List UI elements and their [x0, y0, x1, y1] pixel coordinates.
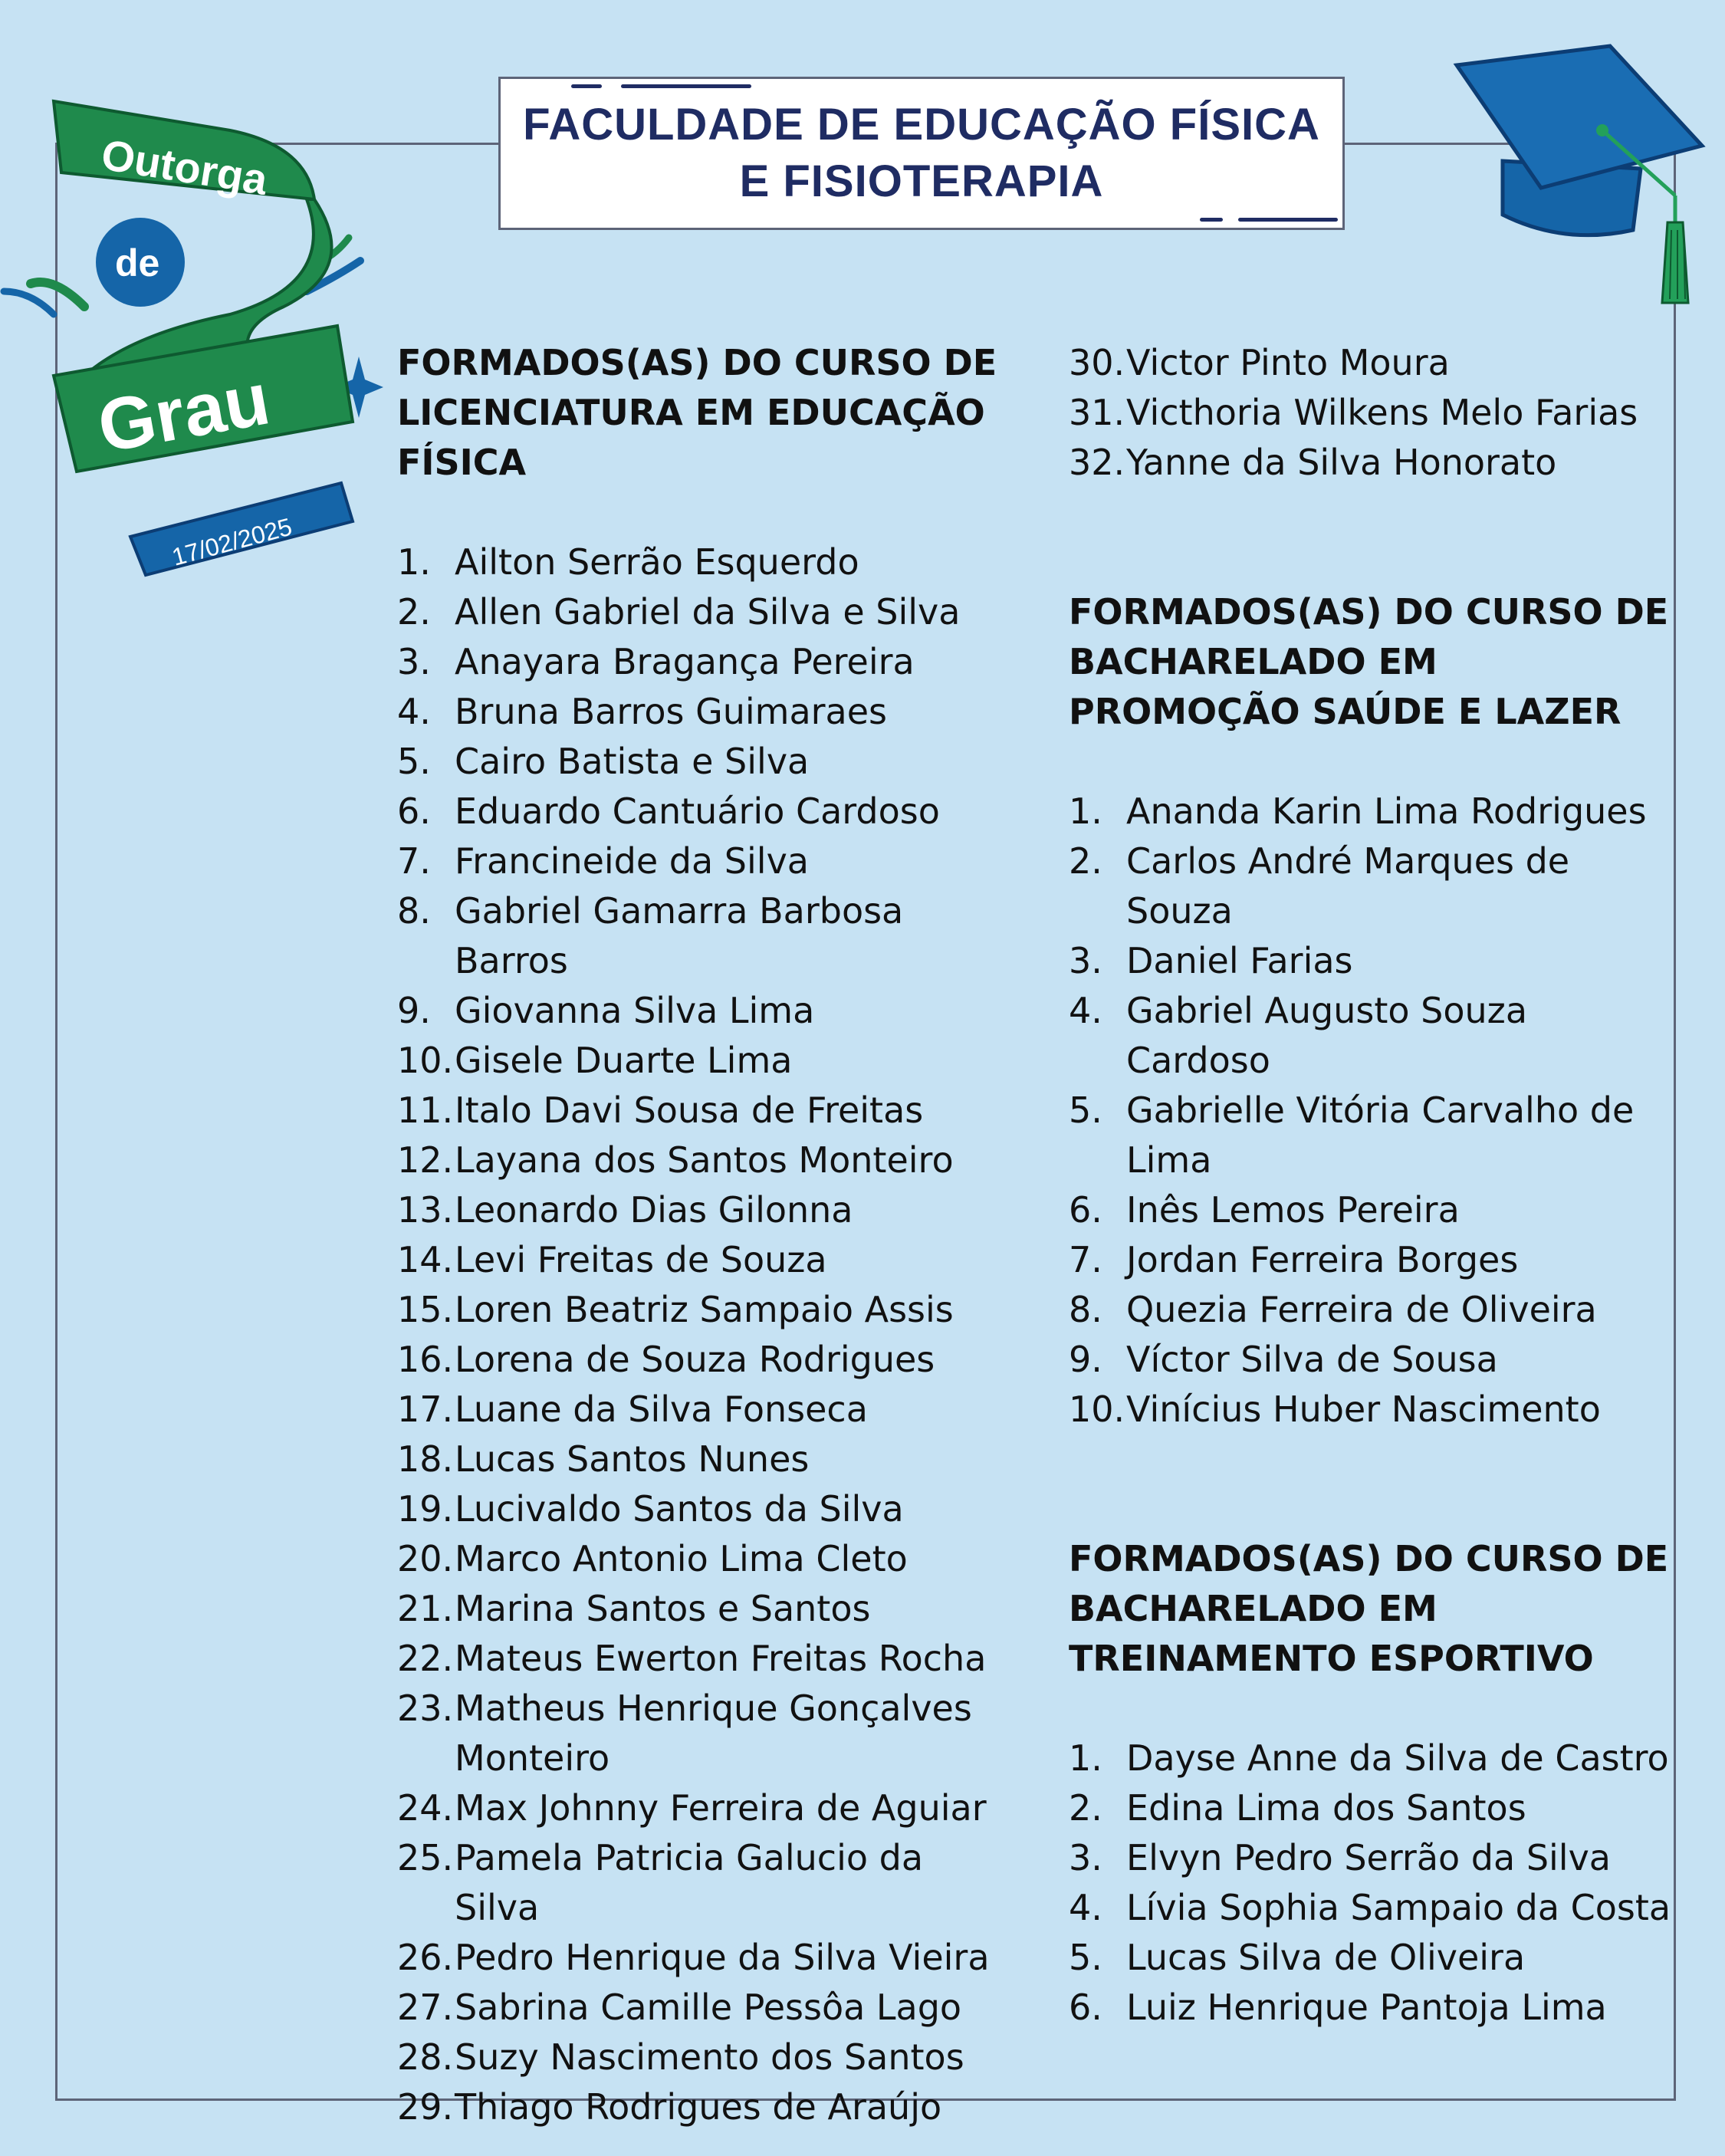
student-name: Loren Beatriz Sampaio Assis — [455, 1289, 954, 1330]
student-name: Italo Davi Sousa de Freitas — [455, 1090, 924, 1131]
student-name: Víctor Silva de Sousa — [1126, 1339, 1498, 1380]
student-list-item — [397, 1086, 1003, 1136]
student-name: Mateus Ewerton Freitas Rocha — [455, 1638, 987, 1679]
faculty-title-line-2: E FISIOTERAPIA — [739, 156, 1104, 206]
section-heading-treinamento: FORMADOS(AS) DO CURSO DE BACHARELADO EM TREINAMENTO ESPORTIVO — [1069, 1538, 1669, 1679]
student-list-item — [397, 2082, 1003, 2132]
student-name: Carlos André Marques de Souza — [1126, 840, 1570, 932]
student-list-item — [397, 1783, 1003, 1833]
student-name: Gabriel Augusto Souza Cardoso — [1126, 990, 1528, 1081]
student-list-licenciatura — [397, 537, 1003, 2132]
student-number: 10. — [1069, 1389, 1125, 1430]
student-number: 12. — [397, 1139, 454, 1181]
student-name: Lucas Silva de Oliveira — [1126, 1937, 1526, 1978]
student-name: Cairo Batista e Silva — [455, 741, 810, 782]
student-number: 32. — [1069, 442, 1125, 483]
student-list-item — [397, 1534, 1003, 1584]
student-number: 19. — [397, 1488, 454, 1530]
student-number: 25. — [397, 1837, 454, 1878]
student-number: 13. — [397, 1189, 454, 1231]
student-list-item — [397, 836, 1003, 886]
student-number: 23. — [397, 1688, 454, 1729]
student-name: Levi Freitas de Souza — [455, 1239, 827, 1280]
student-number: 4. — [397, 691, 431, 732]
student-number: 10. — [397, 1040, 454, 1081]
sparkle-line-icon — [4, 291, 54, 314]
student-number: 16. — [397, 1339, 454, 1380]
student-list-promocao-saude — [1069, 787, 1674, 1435]
student-number: 7. — [397, 840, 431, 882]
graduation-cap-icon — [1441, 38, 1717, 314]
student-number: 27. — [397, 1987, 454, 2028]
badge-grau-text: Grau — [92, 357, 276, 468]
student-name: Luane da Silva Fonseca — [455, 1389, 868, 1430]
student-name: Francineide da Silva — [455, 840, 809, 882]
student-name: Lívia Sophia Sampaio da Costa — [1126, 1887, 1671, 1928]
student-list-item — [397, 1036, 1003, 1086]
student-name: Gabriel Gamarra Barbosa Barros — [455, 890, 904, 981]
student-name: Suzy Nascimento dos Santos — [455, 2036, 964, 2078]
student-number: 2. — [1069, 840, 1102, 882]
student-list-item — [397, 787, 1003, 836]
student-number: 5. — [1069, 1090, 1102, 1131]
student-list-item — [397, 1634, 1003, 1684]
outorga-de-grau-badge — [0, 84, 383, 621]
student-name: Matheus Henrique Gonçalves Monteiro — [455, 1688, 972, 1779]
student-list-item — [1069, 1385, 1674, 1435]
student-list-item — [397, 737, 1003, 787]
student-name: Gabrielle Vitória Carvalho de Lima — [1126, 1090, 1635, 1181]
student-list-item — [1069, 1783, 1674, 1833]
student-list-item — [397, 687, 1003, 737]
student-name: Inês Lemos Pereira — [1126, 1189, 1460, 1231]
student-list-item — [1069, 787, 1674, 836]
student-number: 11. — [397, 1090, 454, 1131]
student-list-item — [397, 1136, 1003, 1185]
student-number: 28. — [397, 2036, 454, 2078]
student-number: 21. — [397, 1588, 454, 1629]
student-list-item — [1069, 1335, 1674, 1385]
student-name: Ailton Serrão Esquerdo — [455, 541, 859, 583]
student-number: 3. — [397, 641, 431, 682]
student-name: Marco Antonio Lima Cleto — [455, 1538, 908, 1579]
left-column — [397, 338, 1003, 2132]
faculty-title-line-1: FACULDADE DE EDUCAÇÃO FÍSICA — [523, 100, 1320, 150]
student-list-licenciatura-continued — [1069, 338, 1674, 488]
student-number: 6. — [397, 790, 431, 832]
student-list-treinamento — [1069, 1734, 1674, 2033]
student-number: 6. — [1069, 1987, 1102, 2028]
student-name: Lucas Santos Nunes — [455, 1438, 810, 1480]
student-list-item — [1069, 1235, 1674, 1285]
student-number: 24. — [397, 1787, 454, 1829]
badge-de-text: de — [115, 242, 160, 284]
badge-date-text: 17/02/2025 — [169, 512, 295, 571]
student-name: Lorena de Souza Rodrigues — [455, 1339, 935, 1380]
student-list-item — [397, 1584, 1003, 1634]
student-number: 30. — [1069, 342, 1125, 383]
student-list-item — [397, 1435, 1003, 1484]
student-list-item — [397, 986, 1003, 1036]
badge-outorga-text: Outorga — [98, 130, 271, 204]
student-list-item — [1069, 1086, 1674, 1185]
student-name: Max Johnny Ferreira de Aguiar — [455, 1787, 987, 1829]
student-number: 22. — [397, 1638, 454, 1679]
student-name: Victhoria Wilkens Melo Farias — [1126, 392, 1638, 433]
student-name: Edina Lima dos Santos — [1126, 1787, 1526, 1829]
student-name: Victor Pinto Moura — [1126, 342, 1450, 383]
student-list-item — [397, 1285, 1003, 1335]
student-list-item — [397, 1335, 1003, 1385]
student-list-item — [1069, 1285, 1674, 1335]
student-list-item — [397, 1484, 1003, 1534]
student-number: 2. — [1069, 1787, 1102, 1829]
student-name: Ananda Karin Lima Rodrigues — [1126, 790, 1647, 832]
student-number: 3. — [1069, 1837, 1102, 1878]
student-list-item — [1069, 1185, 1674, 1235]
student-number: 31. — [1069, 392, 1125, 433]
student-number: 29. — [397, 2086, 454, 2128]
student-number: 9. — [397, 990, 431, 1031]
student-list-item — [397, 1385, 1003, 1435]
student-name: Dayse Anne da Silva de Castro — [1126, 1737, 1669, 1779]
student-list-item — [397, 2033, 1003, 2082]
student-number: 15. — [397, 1289, 454, 1330]
student-list-item — [1069, 836, 1674, 936]
header-dash-decoration — [621, 84, 751, 88]
student-number: 1. — [397, 541, 431, 583]
student-name: Sabrina Camille Pessôa Lago — [455, 1987, 962, 2028]
student-name: Bruna Barros Guimaraes — [455, 691, 888, 732]
student-number: 18. — [397, 1438, 454, 1480]
student-list-item — [397, 637, 1003, 687]
faculty-title-box — [498, 77, 1345, 230]
student-list-item — [397, 537, 1003, 587]
student-name: Yanne da Silva Honorato — [1126, 442, 1557, 483]
student-name: Allen Gabriel da Silva e Silva — [455, 591, 961, 633]
student-list-item — [1069, 1883, 1674, 1933]
student-list-item — [397, 1235, 1003, 1285]
student-name: Pamela Patricia Galucio da Silva — [455, 1837, 924, 1928]
header-dash-decoration — [1200, 218, 1223, 222]
student-list-item — [1069, 1833, 1674, 1883]
student-number: 6. — [1069, 1189, 1102, 1231]
student-number: 8. — [397, 890, 431, 932]
student-name: Eduardo Cantuário Cardoso — [455, 790, 940, 832]
student-list-item — [1069, 1933, 1674, 1983]
header-dash-decoration — [1238, 218, 1338, 222]
header-dash-decoration — [571, 84, 602, 88]
right-column — [1069, 338, 1674, 2033]
student-number: 20. — [397, 1538, 454, 1579]
student-name: Layana dos Santos Monteiro — [455, 1139, 954, 1181]
student-number: 1. — [1069, 790, 1102, 832]
student-name: Gisele Duarte Lima — [455, 1040, 793, 1081]
student-name: Giovanna Silva Lima — [455, 990, 815, 1031]
student-number: 17. — [397, 1389, 454, 1430]
student-number: 4. — [1069, 1887, 1102, 1928]
student-number: 5. — [397, 741, 431, 782]
student-number: 5. — [1069, 1937, 1102, 1978]
student-list-item — [397, 1983, 1003, 2033]
student-number: 7. — [1069, 1239, 1102, 1280]
student-number: 14. — [397, 1239, 454, 1280]
student-list-item — [1069, 438, 1674, 488]
student-number: 9. — [1069, 1339, 1102, 1380]
student-list-item — [1069, 936, 1674, 986]
student-name: Lucivaldo Santos da Silva — [455, 1488, 904, 1530]
student-name: Leonardo Dias Gilonna — [455, 1189, 853, 1231]
student-list-item — [1069, 986, 1674, 1086]
student-list-item — [397, 886, 1003, 986]
student-number: 3. — [1069, 940, 1102, 981]
student-number: 4. — [1069, 990, 1102, 1031]
student-list-item — [1069, 388, 1674, 438]
student-name: Quezia Ferreira de Oliveira — [1126, 1289, 1597, 1330]
student-list-item — [1069, 338, 1674, 388]
student-list-item — [397, 1684, 1003, 1783]
student-name: Pedro Henrique da Silva Vieira — [455, 1937, 990, 1978]
student-list-item — [397, 1185, 1003, 1235]
student-number: 1. — [1069, 1737, 1102, 1779]
student-name: Luiz Henrique Pantoja Lima — [1126, 1987, 1607, 2028]
student-name: Marina Santos e Santos — [455, 1588, 871, 1629]
student-number: 2. — [397, 591, 431, 633]
student-list-item — [397, 1933, 1003, 1983]
student-number: 26. — [397, 1937, 454, 1978]
student-name: Jordan Ferreira Borges — [1126, 1239, 1519, 1280]
student-list-item — [1069, 1983, 1674, 2033]
student-list-item — [1069, 1734, 1674, 1783]
student-list-item — [397, 587, 1003, 637]
student-number: 8. — [1069, 1289, 1102, 1330]
student-list-item — [397, 1833, 1003, 1933]
student-name: Vinícius Huber Nascimento — [1126, 1389, 1601, 1430]
student-name: Anayara Bragança Pereira — [455, 641, 915, 682]
student-name: Thiago Rodrigues de Araújo — [455, 2086, 942, 2128]
student-name: Elvyn Pedro Serrão da Silva — [1126, 1837, 1611, 1878]
section-heading-promocao-saude: FORMADOS(AS) DO CURSO DE BACHARELADO EM PROMOÇÃO SAÚDE E LAZER — [1069, 591, 1669, 732]
section-heading-licenciatura: FORMADOS(AS) DO CURSO DE LICENCIATURA EM EDUCAÇÃO FÍSICA — [397, 342, 997, 483]
student-name: Daniel Farias — [1126, 940, 1353, 981]
